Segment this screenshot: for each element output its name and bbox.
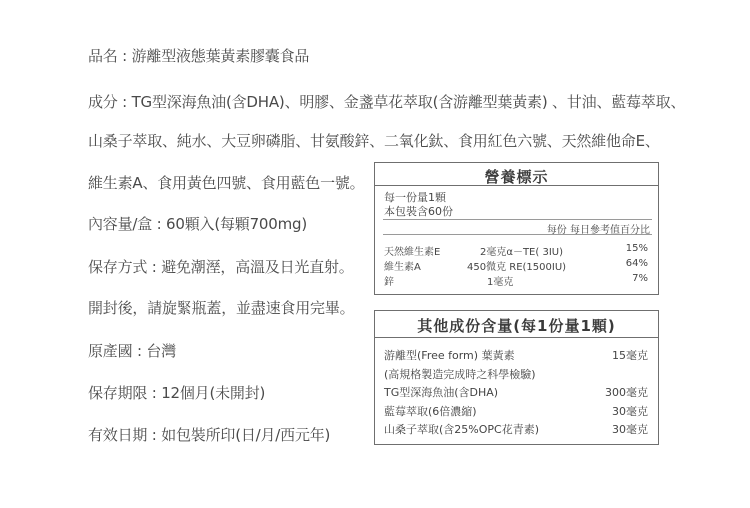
- ingredients-line-3: 維生素A、食用黃色四號、食用藍色一號。: [88, 174, 365, 192]
- nutrient-name: 鋅: [384, 277, 394, 288]
- origin-line: 原產國 : 台灣: [88, 342, 176, 360]
- ingredient-name: 藍莓萃取(6倍濃縮): [384, 405, 477, 418]
- nutrient-percent: 64%: [625, 258, 648, 269]
- shelf-life-line: 保存期限 : 12個月(未開封): [88, 384, 266, 402]
- nutrient-name: 天然維生素E: [384, 247, 441, 258]
- servings-per-pack: 本包裝含60份: [384, 205, 453, 218]
- after-opening-line: 開封後，請旋緊瓶蓋，並盡速食用完畢。: [88, 299, 355, 317]
- ingredient-amount: 30毫克: [612, 423, 648, 436]
- divider: [375, 337, 658, 338]
- nutrition-facts-panel: [374, 162, 659, 295]
- serving-size: 每一份量1顆: [384, 191, 446, 204]
- storage-method-line: 保存方式 : 避免潮溼，高溫及日光直射。: [88, 258, 354, 276]
- ingredient-amount: 15毫克: [612, 349, 648, 362]
- divider: [383, 234, 652, 235]
- content-amount-line: 內容量/盒 : 60顆入(每顆700mg): [88, 215, 307, 233]
- nutrition-column-header: 每份 每日參考值百分比: [546, 225, 650, 236]
- ingredient-amount: 300毫克: [605, 386, 648, 399]
- nutrient-amount: 450微克 RE(1500IU): [467, 262, 567, 273]
- product-name-line: 品名 : 游離型液態葉黃素膠囊食品: [88, 47, 310, 65]
- other-ingredients-panel: [374, 310, 659, 445]
- nutrient-percent: 15%: [625, 243, 648, 254]
- nutrient-percent: 7%: [632, 273, 648, 284]
- ingredient-name: 山桑子萃取(含25%OPC花青素): [384, 423, 540, 436]
- nutrient-amount: 1毫克: [487, 277, 514, 288]
- expiry-date-line: 有效日期 : 如包裝所印(日/月/西元年): [88, 426, 331, 444]
- ingredient-amount: 30毫克: [612, 405, 648, 418]
- nutrient-amount: 2毫克α－TE( 3IU): [480, 247, 563, 258]
- divider: [383, 219, 652, 220]
- other-ingredients-title: 其他成份含量(每1份量1顆): [417, 317, 616, 335]
- ingredients-line-1: 成分 : TG型深海魚油(含DHA)、明膠、金盞草花萃取(含游離型葉黃素) 、甘油、藍莓萃取、: [88, 93, 686, 111]
- nutrition-title: 營養標示: [484, 168, 549, 186]
- ingredient-note: (高規格製造完成時之科學檢驗): [384, 368, 536, 381]
- ingredient-name: TG型深海魚油(含DHA): [384, 386, 499, 399]
- divider: [375, 185, 658, 186]
- nutrient-name: 維生素A: [384, 262, 421, 273]
- ingredient-name: 游離型(Free form) 葉黃素: [384, 349, 515, 362]
- ingredients-line-2: 山桑子萃取、純水、大豆卵磷脂、甘氨酸鋅、二氧化鈦、食用紅色六號、天然維他命E、: [88, 132, 660, 150]
